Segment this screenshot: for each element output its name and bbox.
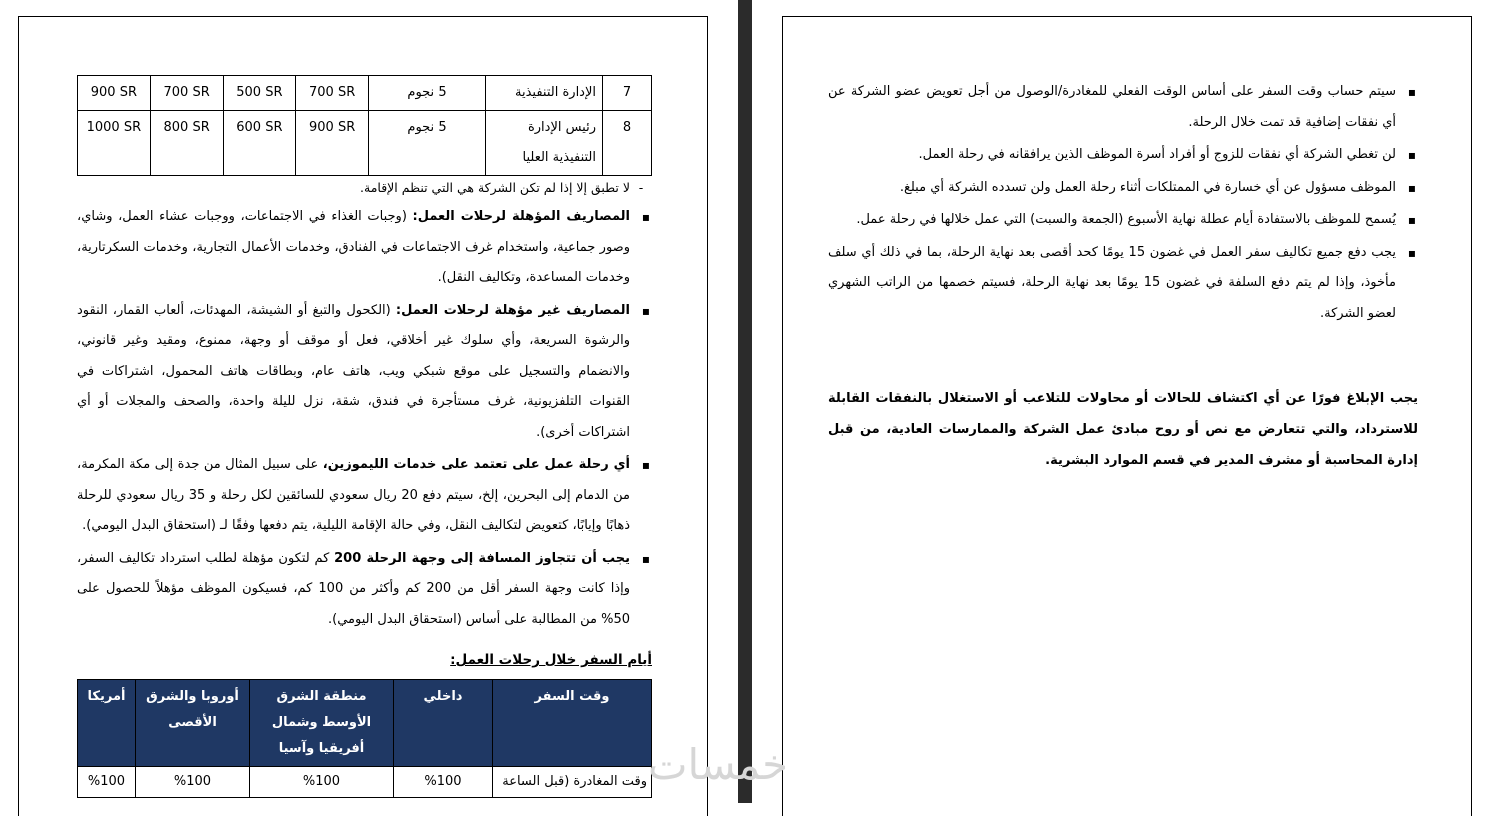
list-item: ▪ سيتم حساب وقت السفر على أساس الوقت الفعلي للمغادرة/الوصول من أجل تعويض عضو الشركة عن أي نفقات إضافية قد تمت خلال الرحلة. xyxy=(828,77,1418,138)
list-item: ▪ يجب دفع جميع تكاليف سفر العمل في غضون 15 يومًا كحد أقصى بعد نهاية الرحلة، بما في ذلك أي سلف مأخوذ، وإذا لم يتم دفع السلفة في غضون 15 يومًا بعد نهاية الرحلة، فسيتم خصمها من الراتب الشهري لعضو الشركة. xyxy=(828,238,1418,330)
table-cell: 5 نجوم xyxy=(369,76,486,111)
list-item-heading: المصاريف المؤهلة لرحلات العمل: xyxy=(412,209,630,224)
list-item xyxy=(77,450,652,542)
table-cell: رئيس الإدارة التنفيذية العليا xyxy=(486,111,603,176)
list-item-heading: أي رحلة عمل على تعتمد على خدمات الليموزين، xyxy=(322,457,630,472)
left-page-content xyxy=(77,75,652,798)
table-cell: الإدارة التنفيذية xyxy=(486,76,603,111)
dash-marker: - xyxy=(638,180,644,195)
list-item-text: كم لتكون مؤهلة لطلب استرداد تكاليف السفر، وإذا كانت وجهة السفر أقل من 200 كم وأكثر من 100 كم، فسيكون الموظف مؤهلاً للحصول على 50% من المطالبة على أساس (استحقاق البدل اليومي). xyxy=(77,550,630,627)
reporting-notice: يجب الإبلاغ فورًا عن أي اكتشاف للحالات أو محاولات للتلاعب أو الاستغلال بالنفقات القابلة للاسترداد، والتي تتعارض مع نص أو روح مبادئ عمل الشركة والممارسات العادية، من قبل إدارة المحاسبة أو مشرف المدير في قسم الموارد البشرية. xyxy=(828,391,1418,468)
column-header: داخلي xyxy=(394,680,493,767)
table-cell: 700 SR xyxy=(296,76,369,111)
list-item xyxy=(77,544,652,636)
table-header-row xyxy=(78,680,652,767)
list-item xyxy=(77,296,652,449)
table-cell: %100 xyxy=(394,767,493,798)
column-header: أمريكا xyxy=(78,680,136,767)
table-cell: %100 xyxy=(78,767,136,798)
table-row xyxy=(78,111,652,176)
list-item: ▪ الموظف مسؤول عن أي خسارة في الممتلكات أثناء رحلة العمل ولن تسدده الشركة أي مبلغ. xyxy=(828,173,1418,204)
document-page-right xyxy=(782,16,1472,816)
list-item-text: على سبيل المثال من جدة إلى مكة المكرمة، من الدمام إلى البحرين، إلخ، سيتم دفع 20 ريال سعودي للسائقين لكل رحلة و 35 ريال سعودي للرحلة ذهابًا وإيابًا، كتعويض لتكاليف النقل، وفي حالة الإقامة الليلية، يتم دفعها وفقًا لـ (استحقاق البدل اليومي). xyxy=(77,457,631,533)
table-cell: 1000 SR xyxy=(78,111,151,176)
list-item-heading: المصاريف غير مؤهلة لرحلات العمل: xyxy=(395,302,630,318)
column-header: أوروبا والشرق الأقصى xyxy=(136,680,250,767)
table-row xyxy=(78,767,652,798)
list-item-text: (الكحول والتبغ أو الشيشة، المهدئات، ألعاب القمار، النقود والرشوة السريعة، وأي سلوك غير أخلاقي، فعل أو موقف أو وجهة، ممنوع، ومقيد وغير قانوني، والانضمام والتسجيل على موقع شبكي ويب، هاتف عام، وبطاقات هاتف المحمول، اشتراكات في القنوات التلفزيونية، غرف مستأجرة في فندق، شقة، نزل لليلة واحدة، والصحف والمجلات أو أي اشتراكات أخرى). xyxy=(77,302,630,440)
section-heading: أيام السفر خلال رحلات العمل: xyxy=(450,652,652,668)
table-cell: 900 SR xyxy=(78,76,151,111)
table-cell: %100 xyxy=(136,767,250,798)
table-cell: 800 SR xyxy=(150,111,223,176)
page-divider xyxy=(738,0,752,803)
list-item: ▪ لن تغطي الشركة أي نفقات للزوج أو أفراد أسرة الموظف الذين يرافقانه في رحلة العمل. xyxy=(828,140,1418,171)
table-cell: وقت المغادرة (قبل الساعة xyxy=(493,767,652,798)
travel-rules-list xyxy=(828,77,1418,329)
table-cell: 5 نجوم xyxy=(369,111,486,176)
right-page-content xyxy=(828,77,1418,476)
table-cell: %100 xyxy=(250,767,394,798)
table-row xyxy=(78,76,652,111)
column-header: منطقة الشرق الأوسط وشمال أفريقيا وآسيا xyxy=(250,680,394,767)
footnote xyxy=(77,178,652,198)
column-header: وقت السفر xyxy=(493,680,652,767)
table-cell: 500 SR xyxy=(223,76,296,111)
table-cell: 700 SR xyxy=(150,76,223,111)
list-item-heading: يجب أن تتجاوز المسافة إلى وجهة الرحلة 200 xyxy=(334,550,630,566)
document-page-left xyxy=(18,16,708,816)
list-item: ▪ يُسمح للموظف بالاستفادة أيام عطلة نهاية الأسبوع (الجمعة والسبت) التي عمل خلالها في رحلة عمل. xyxy=(828,205,1418,236)
table-cell: 8 xyxy=(603,111,652,176)
table-cell: 7 xyxy=(603,76,652,111)
table-cell: 900 SR xyxy=(296,111,369,176)
table-cell: 600 SR xyxy=(223,111,296,176)
list-item-text: (وجبات الغذاء في الاجتماعات، ووجبات عشاء العمل، وشاي، وصور جماعية، واستخدام غرف الاجتماعات في الفنادق، وخدمات الأعمال التجارية، وخدمات السكرتارية، وخدمات المساعدة، وتكاليف النقل). xyxy=(77,209,630,285)
list-item xyxy=(77,202,652,294)
expense-rules-list xyxy=(77,202,652,635)
travel-days-table xyxy=(77,679,652,798)
footnote-text: لا تطبق إلا إذا لم تكن الشركة هي التي تنظم الإقامة. xyxy=(360,180,630,195)
watermark-logo: خمسات xyxy=(648,740,789,789)
allowance-rate-table xyxy=(77,75,652,176)
